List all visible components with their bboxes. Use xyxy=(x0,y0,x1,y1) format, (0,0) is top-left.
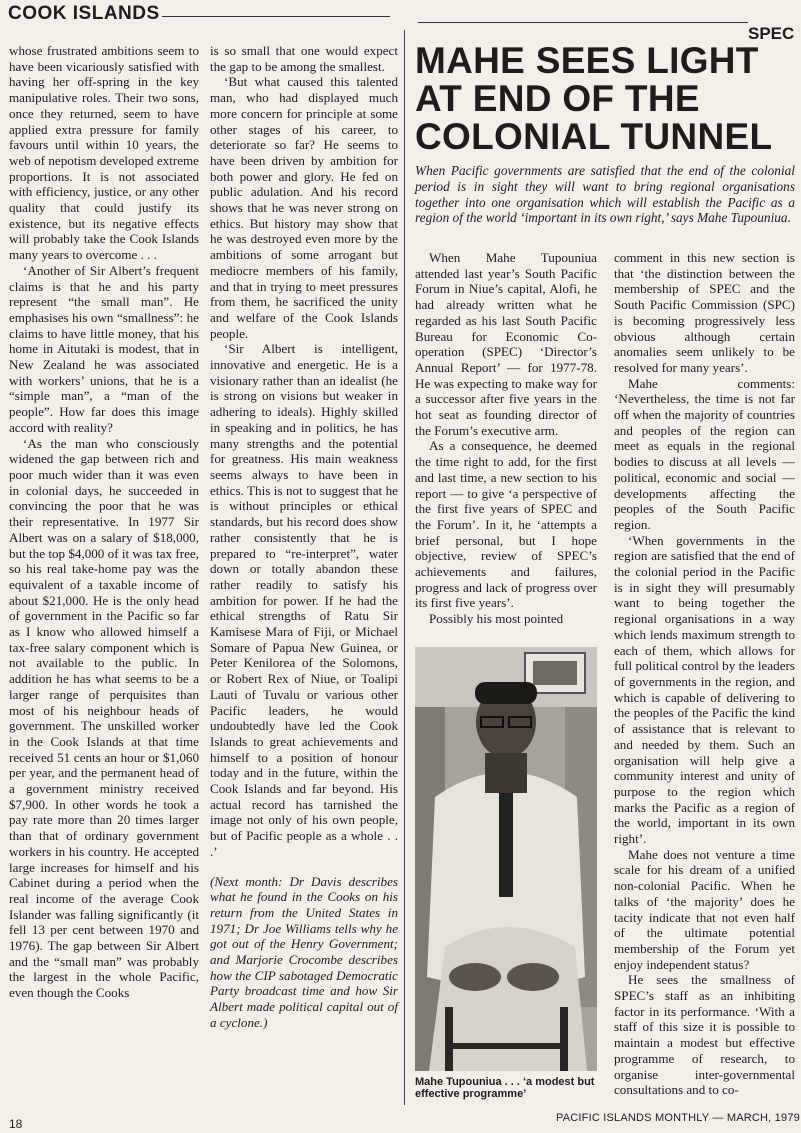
paragraph: As a consequence, he deemed the time right to add, for the first and last time, a new section to his report — to give ‘a perspective of the first five years of SPEC and the Forum’. In it, he ‘attempts a brief personal, but I hope objective, review of SPEC’s achievements and failures, progress and lack of progress over its first five years’. xyxy=(415,438,597,611)
article-headline: MAHE SEES LIGHT AT END OF THE COLONIAL TUNNEL xyxy=(415,40,773,157)
paragraph: Possibly his most pointed xyxy=(429,611,564,627)
page-number: 18 xyxy=(9,1117,23,1131)
cook-islands-column-2 xyxy=(210,43,398,1031)
section-label-spec: SPEC xyxy=(748,24,795,43)
paragraph: ‘As the man who consciously widened the gap between rich and poor much wider than it was even in colonial days, he succeeded in convincing the poor that he was their representative. In 1977 Sir Albert was on a salary of $18,000, but the top $4,000 of it was tax free, so his real take-home pay was the equivalent of a taxable income of about $21,000. He is the only head of government in the Pacific so far as I know who allowed himself a tax-free salary component which is not available to the public. In addition he has what seems to be a larger range of perquisites than most of his neighbour heads of government. The unskilled worker in the Cook Islands at that time received 51 cents an hour or $1,060 per year, and the permanent head of a government ministry received $7,900. In other words he took a pay rate more than 20 times larger than that of ordinary government workers in his country. He accepted large increases for himself and his Cabinet during a period when the real income of the average Cook Islander was falling significantly (it fell 13 per cent between 1970 and 1976). The gap between Sir Albert and the “small man” was probably the largest in the whole Pacific, even though the Cooks xyxy=(9,435,199,1001)
cook-islands-column-1 xyxy=(9,43,199,1001)
paragraph: Mahe does not venture a time scale for his dream of a unified non-colonial Pacific. When he talks of ‘the majority’ does he tacity indicate that not even half of the ultimate potential membership of the Forum yet enjoy independent status? xyxy=(614,846,795,972)
paragraph: comment in this new section is that ‘the distinction between the membership of SPEC and the South Pacific Commission (SPC) is becoming progressively less obvious although certain anomalies seem unlikely to be resolved for many years’. xyxy=(614,250,795,375)
next-month-note: (Next month: Dr Davis describes what he found in the Cooks on his return from the United States in 1971; Dr Joe Williams tells why he got out of the Henry Government; and Marjorie Crocombe describes how the CIP sabotaged Democratic Party broadcast time and how Sir Albert made political capital out of a cyclone.) xyxy=(210,873,398,1030)
paragraph: When Mahe Tupouniua attended last year’s South Pacific Forum in Niue’s capital, Alofi, he had already written what he regarded as his last South Pacific Bureau for Economic Co-operation (SPEC) ‘Director’s Annual Report’ — for 1977-78. He was expecting to make way for a successor after five years in the hot seat as founding director of the Forum’s executive arm. xyxy=(415,250,597,438)
column-divider xyxy=(404,30,405,1105)
spec-column-1 xyxy=(415,250,597,627)
article-standfirst: When Pacific governments are satisfied that the end of the colonial period is in sight they will want to bring regional organisations together into one organisation which will establish the Pacific as a region of the world ‘important in its own right,’ says Mahe Tupouniua. xyxy=(415,163,795,226)
section-label-cook-islands: COOK ISLANDS xyxy=(8,3,160,24)
paragraph: whose frustrated ambitions seem to have been vicariously satisfied with having her off-spring in the key manipulative roles. Their two sons, once they returned, seem to have applied extra pressure for family favours until within 10 years, the web of nepotism developed extreme proportions. It is not associated with efficiency, justice, or any other quality that could justify its existence, but its negative effects will probably take the Cook Islands many years to overcome . . . xyxy=(9,43,199,263)
paragraph: He sees the smallness of SPEC’s staff as an inhibiting factor in its performance. ‘With a staff of this size it is possible to maintain a modest but effective programme of research, to organise inter-governmental consultations and to co- xyxy=(614,972,795,1098)
spec-column-2 xyxy=(614,250,795,1098)
paragraph: ‘Another of Sir Albert’s frequent claims is that he and his party represent “the small man”. He emphasises his own “smallness”: he claims to have little money, that his home in Aitutaki is modest, that in New Zealand he was associated with workers’ unions, that he is a “simple man”, a “man of the people”. How far does this image accord with reality? xyxy=(9,262,199,435)
portrait-photo xyxy=(415,647,597,1071)
section-rule-right xyxy=(418,22,748,23)
publication-footer: PACIFIC ISLANDS MONTHLY — MARCH, 1979 xyxy=(556,1112,800,1124)
paragraph: is so small that one would expect the gap to be among the smallest. xyxy=(210,43,398,74)
paragraph: Mahe comments: ‘Nevertheless, the time is not far off when the majority of countries and peoples of the region can meet as equals in the regional bodies to discuss at all levels — political, economic and social — developments affecting the peoples of the South Pacific region. xyxy=(614,375,795,532)
photo-caption: Mahe Tupouniua . . . ‘a modest but effective programme’ xyxy=(415,1076,595,1100)
portrait-illustration xyxy=(415,647,597,1071)
paragraph: ‘Sir Albert is intelligent, innovative and energetic. He is a visionary rather than an idealist (he is strong on visions but weaker in adhering to ideals). Highly skilled in speaking and in politics, he has many strengths and the potential for greatness. His main weakness seems always to have been in ethics. This is not to suggest that he is without principles or ethical standards, but his record does show rather consistently that he is prepared to “re-interpret”, water down or totally abandon these rather readily to satisfy his ambition for power. If he had the ethical strengths of Ratu Sir Kamisese Mara of Fiji, or Michael Somare of Papua New Guinea, or Peter Kenilorea of the Solomons, or Robert Rex of Niue, or Toalipi Lauti of Tuvalu or various other Pacific leaders, he would undoubtedly have led the Cook Islands to great achievements and himself to a position of honour today and in the future, within the Cook Islands and far beyond. His actual record has tarnished the image not only of his own people, but of Pacific people as a whole . . .’ xyxy=(210,341,398,859)
paragraph: ‘When governments in the region are satisfied that the end of the colonial period in the Pacific is in sight they will presumably want to being together the regional organisations in a way which lends maximum strength to each of them, which allows for full political control by the leaders of governments in the region, and which is capable of delivering to the peoples of the Pacific the kind of assistance that is relevant to and needed by them. Such an organisation will help give a community interest and unity of purpose to the region which marks the Pacific as a region of the world, important in its own right’. xyxy=(614,532,795,847)
section-rule-left xyxy=(162,16,390,17)
paragraph: ‘But what caused this talented man, who had displayed much more concern for principle at some other stages of his career, to deteriorate so far? He seems to have been driven by ambition for both power and glory. He fed on public adulation. And his record shows that he was never strong on ethics. But history may show that he was destroyed even more by the ambitions of some arrogant but mediocre members of his family, and that in trying to meet pressures from them, he sacrificed the unity and welfare of the Cook Islands people. xyxy=(210,74,398,341)
